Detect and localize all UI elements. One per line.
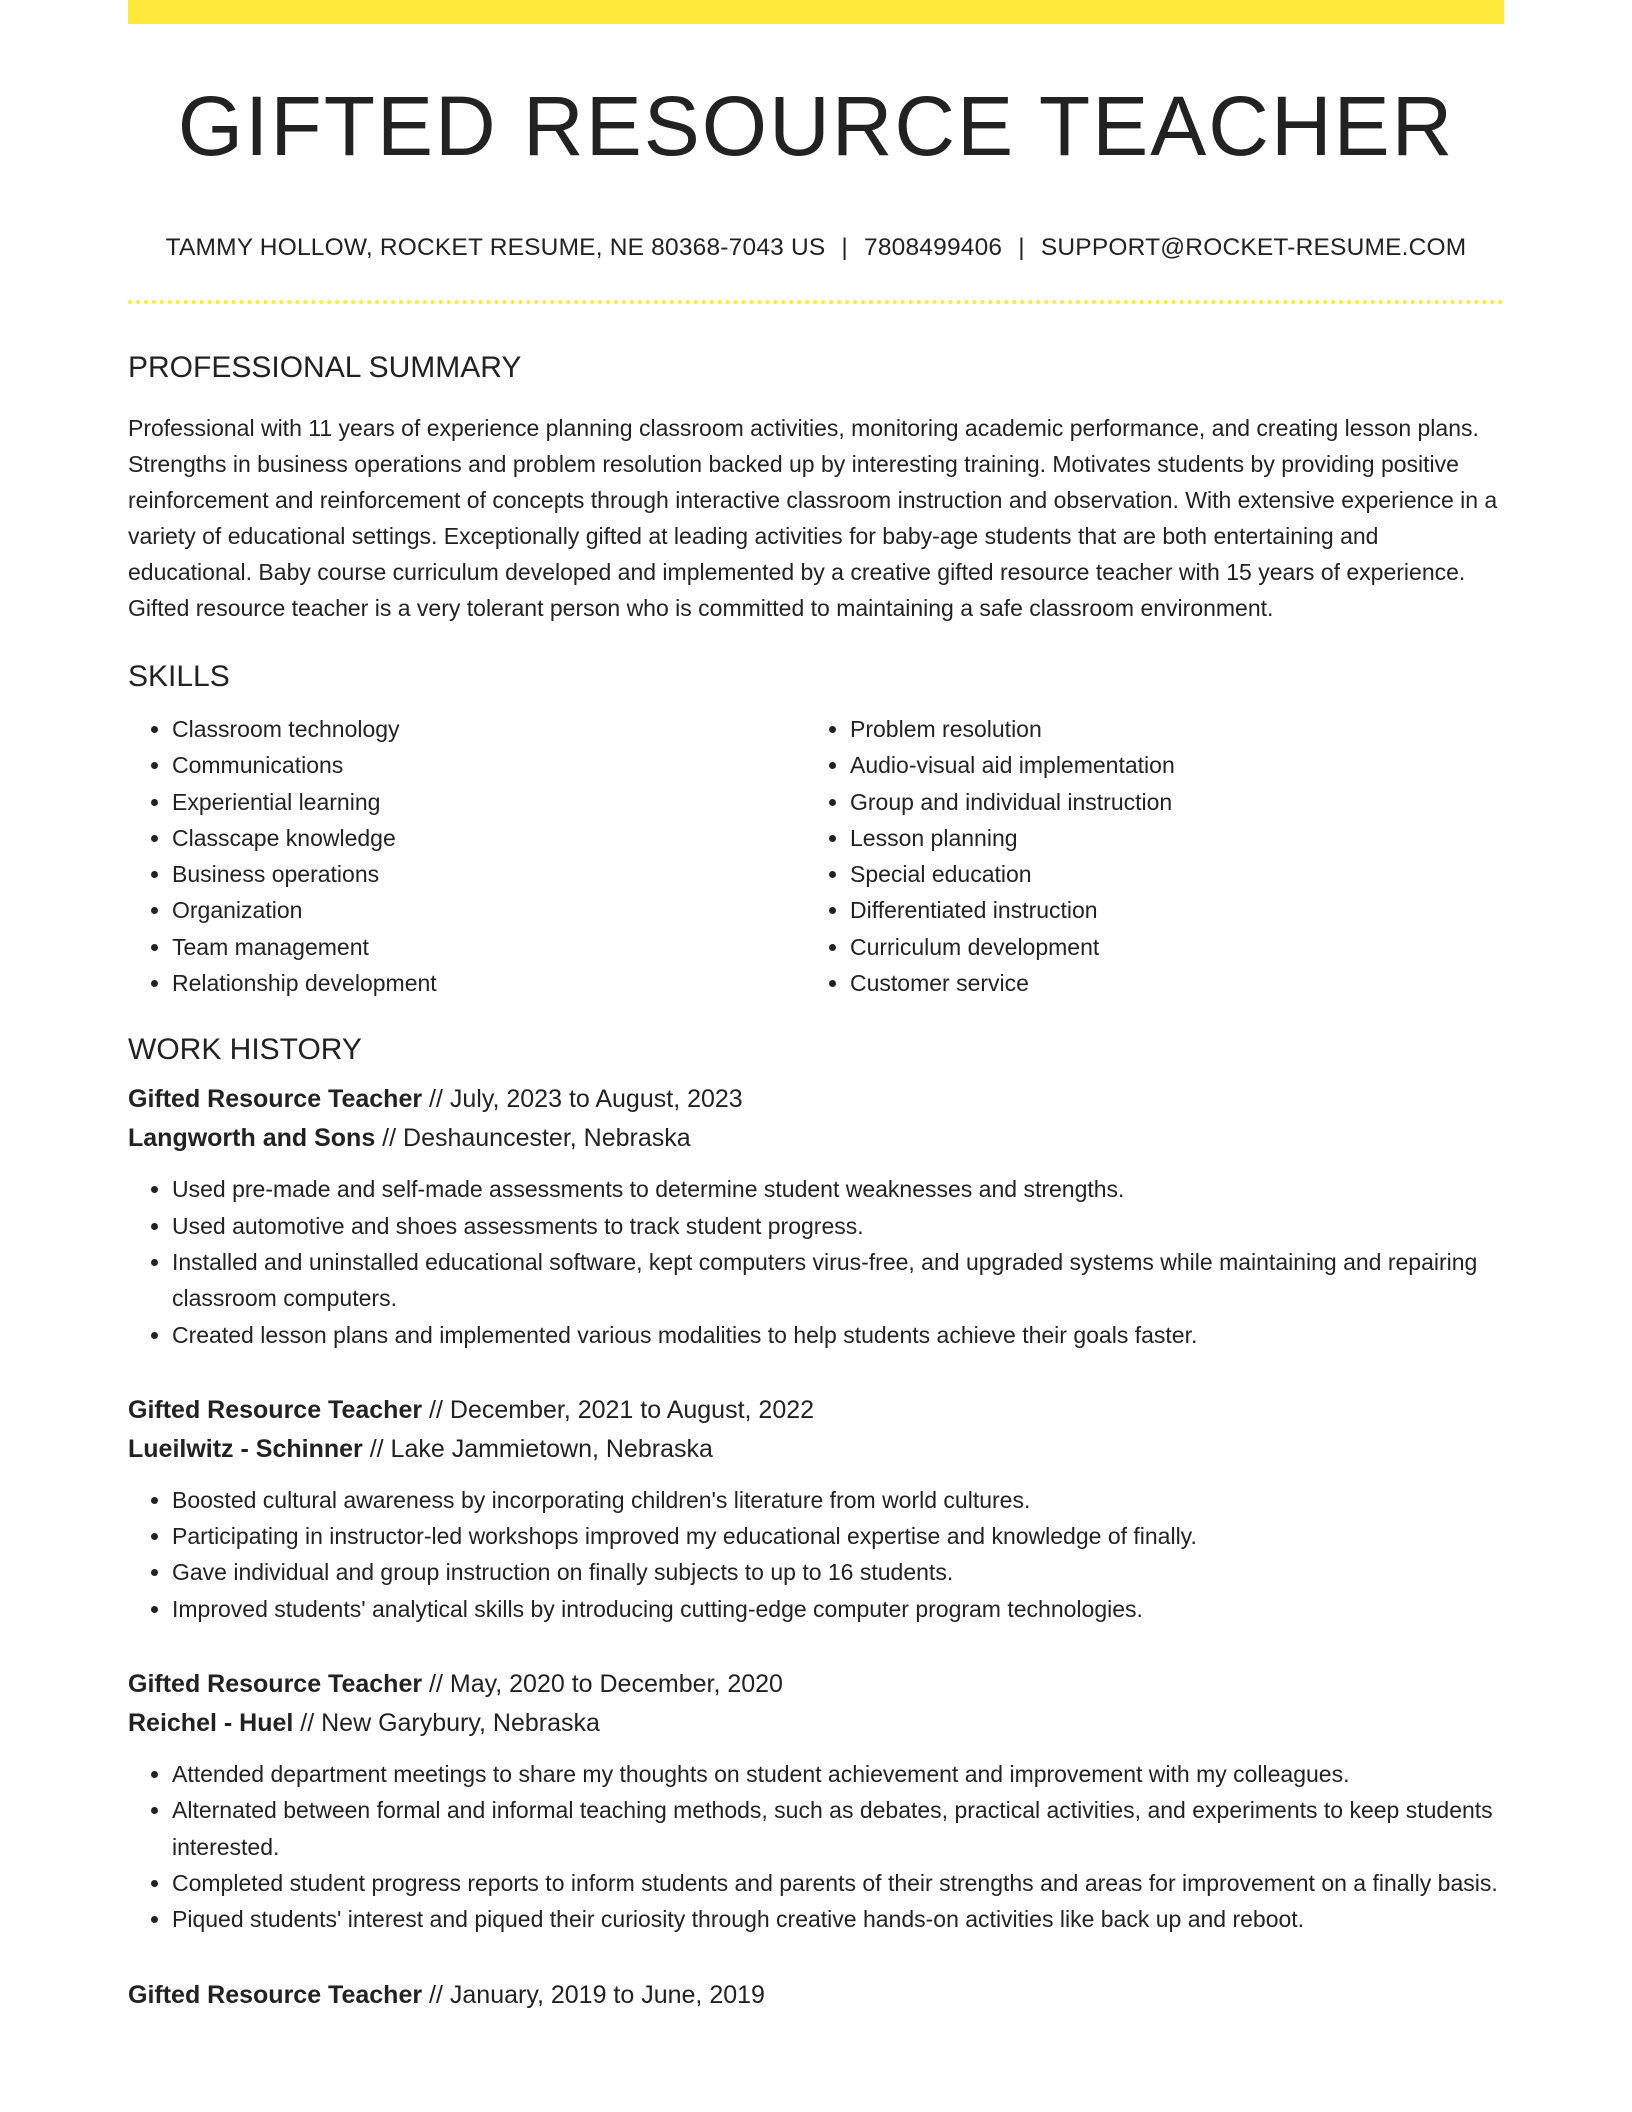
skill-item: • Problem resolution xyxy=(850,711,1175,747)
skills-heading: SKILLS xyxy=(128,660,230,693)
job-dates: // July, 2023 to August, 2023 xyxy=(429,1085,743,1114)
job-bullet: • Participating in instructor-led workshops improved my educational expertise and knowledge of finally. xyxy=(172,1518,1504,1554)
job-company: Reichel - Huel xyxy=(128,1709,294,1738)
skill-item: • Differentiated instruction xyxy=(850,892,1175,928)
job-bullets xyxy=(128,1171,1504,1352)
job-dates: // May, 2020 to December, 2020 xyxy=(429,1670,783,1699)
contact-separator: | xyxy=(1018,234,1025,261)
job-location: // New Garybury, Nebraska xyxy=(300,1709,600,1738)
job-role: Gifted Resource Teacher xyxy=(128,1085,423,1114)
job-entry xyxy=(128,1080,1504,1352)
job-role-line xyxy=(128,1665,1504,1704)
job-bullet: • Completed student progress reports to inform students and parents of their strengths and areas for improvement on a finally basis. xyxy=(172,1865,1504,1901)
top-accent-bar xyxy=(128,0,1504,24)
skill-item: • Experiential learning xyxy=(172,784,806,820)
skill-item: • Classcape knowledge xyxy=(172,820,806,856)
resume-title: GIFTED RESOURCE TEACHER xyxy=(177,79,1455,173)
job-role-line xyxy=(128,1391,1504,1430)
job-company-line xyxy=(128,1119,1504,1158)
job-bullet: • Improved students' analytical skills by introducing cutting-edge computer program technologies. xyxy=(172,1591,1504,1627)
job-role-line xyxy=(128,1080,1504,1119)
job-bullet: • Piqued students' interest and piqued their curiosity through creative hands-on activities like back up and reboot. xyxy=(172,1901,1504,1937)
job-company-line xyxy=(128,1704,1504,1743)
skill-item: • Classroom technology xyxy=(172,711,806,747)
contact-line xyxy=(128,234,1504,262)
skill-item: • Lesson planning xyxy=(850,820,1175,856)
skill-item: • Curriculum development xyxy=(850,929,1175,965)
job-company: Lueilwitz - Schinner xyxy=(128,1434,363,1463)
skills-column-left xyxy=(128,711,806,1001)
skills-column-right xyxy=(806,711,1175,1001)
job-location: // Lake Jammietown, Nebraska xyxy=(369,1434,713,1463)
job-entry xyxy=(128,1391,1504,1627)
job-bullet: • Installed and uninstalled educational software, kept computers virus-free, and upgraded systems while maintaining and repairing classroom computers. xyxy=(172,1244,1504,1317)
contact-separator: | xyxy=(841,234,848,261)
job-bullet: • Boosted cultural awareness by incorporating children's literature from world cultures. xyxy=(172,1482,1504,1518)
job-bullet: • Attended department meetings to share my thoughts on student achievement and improvement with my colleagues. xyxy=(172,1756,1504,1792)
skill-item: • Organization xyxy=(172,892,806,928)
job-location: // Deshauncester, Nebraska xyxy=(382,1124,691,1153)
job-bullet: • Alternated between formal and informal teaching methods, such as debates, practical activities, and experiments to keep students interested. xyxy=(172,1792,1504,1865)
resume-page xyxy=(128,0,1504,2015)
skill-item: • Audio-visual aid implementation xyxy=(850,747,1175,783)
job-company: Langworth and Sons xyxy=(128,1124,376,1153)
skill-item: • Group and individual instruction xyxy=(850,784,1175,820)
job-bullets xyxy=(128,1482,1504,1627)
work-history-heading: WORK HISTORY xyxy=(128,1033,362,1067)
job-bullet: • Used automotive and shoes assessments to track student progress. xyxy=(172,1208,1504,1244)
skill-item: • Team management xyxy=(172,929,806,965)
dotted-divider xyxy=(128,300,1504,304)
contact-phone[interactable]: 7808499406 xyxy=(864,234,1003,261)
skill-item: • Special education xyxy=(850,856,1175,892)
job-bullet: • Used pre-made and self-made assessments to determine student weaknesses and strengths. xyxy=(172,1171,1504,1207)
skills-list xyxy=(128,711,1504,1001)
job-role-line xyxy=(128,1976,1504,2015)
job-bullets xyxy=(128,1756,1504,1937)
summary-text: Professional with 11 years of experience planning classroom activities, monitoring academic performance, and creating lesson plans. Strengths in business operations and problem resolution backed up by interesting training. Motivates students by providing positive reinforcement and reinforcement of concepts through interactive classroom instruction and observation. With extensive experience in a variety of educational settings. Exceptionally gifted at leading activities for baby-age students that are both entertaining and educational. Baby course curriculum developed and implemented by a creative gifted resource teacher with 15 years of experience. Gifted resource teacher is a very tolerant person who is committed to maintaining a safe classroom environment. xyxy=(128,415,1498,621)
contact-email[interactable]: SUPPORT@ROCKET-RESUME.COM xyxy=(1040,234,1467,261)
job-company-line xyxy=(128,1430,1504,1469)
job-dates: // January, 2019 to June, 2019 xyxy=(429,1980,765,2009)
skill-item: • Communications xyxy=(172,747,806,783)
skill-item: • Relationship development xyxy=(172,965,806,1001)
job-bullet: • Gave individual and group instruction on finally subjects to up to 16 students. xyxy=(172,1554,1504,1590)
job-entry xyxy=(128,1665,1504,1937)
contact-address: TAMMY HOLLOW, ROCKET RESUME, NE 80368-7043 US xyxy=(165,234,826,261)
summary-heading: PROFESSIONAL SUMMARY xyxy=(128,351,522,384)
job-role: Gifted Resource Teacher xyxy=(128,1395,423,1424)
job-role: Gifted Resource Teacher xyxy=(128,1980,423,2009)
job-bullet: • Created lesson plans and implemented various modalities to help students achieve their goals faster. xyxy=(172,1317,1504,1353)
skill-item: • Customer service xyxy=(850,965,1175,1001)
job-entry xyxy=(128,1976,1504,2015)
job-role: Gifted Resource Teacher xyxy=(128,1670,423,1699)
job-dates: // December, 2021 to August, 2022 xyxy=(429,1395,815,1424)
skill-item: • Business operations xyxy=(172,856,806,892)
